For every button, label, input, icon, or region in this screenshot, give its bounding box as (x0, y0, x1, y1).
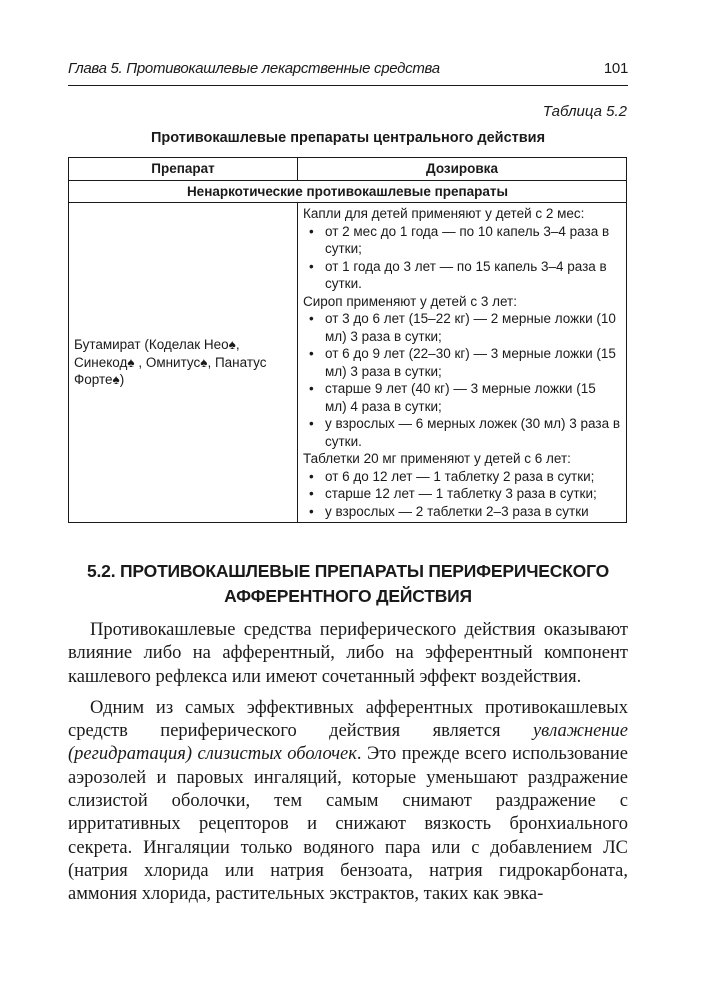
page-number: 101 (603, 60, 628, 77)
list-item: • у взрослых — 6 мерных ложек (30 мл) 3 раза в сутки. (303, 415, 621, 450)
group-label: Ненаркотические противокашлевые препараты (69, 180, 627, 203)
list-item: • от 6 до 12 лет — 1 таблетку 2 раза в сутки; (303, 468, 621, 486)
emphasized-term: увлажнение (регидратация) слизистых оболочек (68, 721, 628, 765)
table-label: Таблица 5.2 (542, 103, 627, 120)
tablets-heading: Таблетки 20 мг применяют у детей с 6 лет: (303, 451, 571, 466)
syrup-list (303, 310, 621, 450)
table-title: Противокашлевые препараты центрального действия (150, 130, 546, 146)
list-item: • у взрослых — 2 таблетки 2–3 раза в сутки (303, 503, 621, 521)
paragraph-text: . Это прежде всего использование аэрозолей и паровых ингаляций, которые уменьшают раздражение слизистой оболочки, тем самым снимают раздражение с ирритативных рецепторов и снижают вязкость бронхиального секрета. Ингаляции только водяного пара или с добавлением ЛС (натрия хлорида или натрия бензоата, натрия гидрокарбоната, аммония хлорида, растительных экстрактов, таких как эвка- (68, 744, 628, 905)
drops-heading: Капли для детей применяют у детей с 2 мес: (303, 206, 585, 221)
drug-name-cell: Бутамират (Коделак Нео♠, Синекод♠ , Омнитус♠, Панатус Форте♠) (69, 203, 298, 523)
paragraph (68, 697, 628, 907)
column-header-drug: Препарат (69, 158, 298, 181)
running-header (68, 60, 628, 86)
section-heading: 5.2. ПРОТИВОКАШЛЕВЫЕ ПРЕПАРАТЫ ПЕРИФЕРИЧЕСКОГО АФФЕРЕНТНОГО ДЕЙСТВИЯ (86, 561, 609, 606)
chapter-title: Глава 5. Противокашлевые лекарственные средства (68, 60, 440, 77)
drug-table (68, 157, 627, 523)
drops-list (303, 223, 621, 293)
list-item: • от 6 до 9 лет (22–30 кг) — 3 мерные ложки (15 мл) 3 раза в сутки; (303, 345, 621, 380)
syrup-heading: Сироп применяют у детей с 3 лет: (303, 293, 517, 309)
table-group-row (69, 180, 627, 203)
body-text (68, 619, 628, 915)
table-row (69, 203, 627, 523)
list-item: • старше 9 лет (40 кг) — 3 мерные ложки (15 мл) 4 раза в сутки; (303, 380, 621, 415)
table-header-row (69, 158, 627, 181)
list-item: • старше 12 лет — 1 таблетку 3 раза в сутки; (303, 485, 621, 503)
paragraph-text: Одним из самых эффективных афферентных противокашлевых средств периферического действия является (68, 697, 628, 742)
column-header-dosage: Дозировка (298, 158, 627, 181)
paragraph: Противокашлевые средства периферического действия оказывают влияние либо на афферентный, либо на эфферентный компонент кашлевого рефлекса или имеют сочетанный эффект воздействия. (68, 620, 628, 687)
list-item: • от 2 мес до 1 года — по 10 капель 3–4 раза в сутки; (303, 223, 621, 258)
list-item: • от 3 до 6 лет (15–22 кг) — 2 мерные ложки (10 мл) 3 раза в сутки; (303, 310, 621, 345)
dosage-cell (298, 203, 627, 523)
list-item: • от 1 года до 3 лет — по 15 капель 3–4 раза в сутки. (303, 258, 621, 293)
tablets-list (303, 468, 621, 521)
